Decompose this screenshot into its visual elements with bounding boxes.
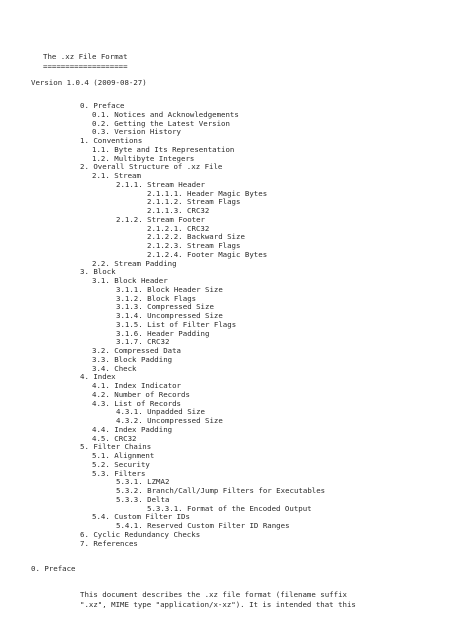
- toc-entry: 0.3. Version History: [92, 127, 181, 137]
- toc-entry: 5.3.1. LZMA2: [116, 477, 170, 487]
- toc-entry: 2. Overall Structure of .xz File: [80, 162, 223, 172]
- body-line: ".xz", MIME type "application/x-xz"). It is intended that this: [80, 600, 356, 609]
- toc-entry: 1.2. Multibyte Integers: [92, 153, 195, 163]
- toc-entry: 3.1.3. Compressed Size: [116, 302, 214, 312]
- toc-entry: 4.3.2. Uncompressed Size: [116, 416, 223, 425]
- toc-entry: 5.3. Filters: [92, 468, 146, 478]
- toc-entry: 3.1.5. List of Filter Flags: [116, 319, 237, 329]
- toc-entry: 4.4. Index Padding: [92, 424, 173, 434]
- toc-entry: 4.5. CRC32: [92, 433, 137, 443]
- toc-entry: 2.1.1.3. CRC32: [147, 206, 210, 215]
- toc-entry: 7. References: [80, 538, 138, 548]
- toc-entry: 3.1.1. Block Header Size: [116, 284, 223, 294]
- toc-entry: 0.1. Notices and Acknowledgements: [92, 109, 239, 119]
- toc-entry: 1.1. Byte and Its Representation: [92, 144, 235, 154]
- toc-entry: 5.4.1. Reserved Custom Filter ID Ranges: [116, 521, 290, 530]
- toc-entry: 2.1. Stream: [92, 171, 141, 180]
- toc-entry: 5. Filter Chains: [80, 442, 152, 452]
- document-version: Version 1.0.4 (2009-08-27): [31, 78, 147, 87]
- toc-entry: 3.1. Block Header: [92, 276, 168, 285]
- toc-entry: 2.1.2.1. CRC32: [147, 223, 210, 233]
- toc-entry: 3.2. Compressed Data: [92, 346, 181, 355]
- toc-entry: 4. Index: [80, 372, 116, 382]
- toc-entry: 3.1.2. Block Flags: [116, 293, 197, 303]
- title-underline: ===================: [43, 62, 128, 71]
- toc-entry: 6. Cyclic Redundancy Checks: [80, 529, 201, 539]
- toc-entry: 2.1.2.4. Footer Magic Bytes: [147, 249, 268, 259]
- toc-entry: 2.1.1.1. Header Magic Bytes: [147, 188, 268, 198]
- toc-entry: 0.2. Getting the Latest Version: [92, 118, 230, 128]
- toc-entry: 2.1.1.2. Stream Flags: [147, 197, 241, 207]
- toc-entry: 4.3. List of Records: [92, 398, 181, 408]
- toc-entry: 3.3. Block Padding: [92, 354, 173, 364]
- toc-entry: 2.1.1. Stream Header: [116, 179, 205, 189]
- toc-entry: 3.1.7. CRC32: [116, 337, 170, 347]
- toc-entry: 4.3.1. Unpadded Size: [116, 407, 205, 417]
- toc-entry: 1. Conventions: [80, 136, 143, 145]
- section-heading-preface: 0. Preface: [31, 564, 76, 573]
- toc-entry: 4.2. Number of Records: [92, 389, 190, 399]
- toc-entry: 3.1.4. Uncompressed Size: [116, 311, 223, 320]
- toc-entry: 2.1.2. Stream Footer: [116, 214, 205, 224]
- toc-entry: 2.2. Stream Padding: [92, 258, 177, 268]
- toc-entry: 5.4. Custom Filter IDs: [92, 512, 190, 522]
- toc-entry: 5.1. Alignment: [92, 451, 155, 460]
- toc-entry: 2.1.2.3. Stream Flags: [147, 241, 241, 250]
- body-line: This document describes the .xz file format (filename suffix: [80, 590, 347, 599]
- toc-entry: 2.1.2.2. Backward Size: [147, 232, 245, 242]
- toc-entry: 0. Preface: [80, 101, 125, 110]
- toc-entry: 3.1.6. Header Padding: [116, 328, 210, 338]
- document-title: The .xz File Format: [43, 52, 128, 61]
- toc-entry: 5.3.3. Delta: [116, 494, 170, 504]
- toc-entry: 4.1. Index Indicator: [92, 381, 181, 390]
- toc-entry: 3. Block: [80, 267, 116, 277]
- toc-entry: 5.2. Security: [92, 459, 150, 469]
- toc-entry: 3.4. Check: [92, 363, 137, 373]
- toc-entry: 5.3.3.1. Format of the Encoded Output: [147, 503, 312, 513]
- toc-entry: 5.3.2. Branch/Call/Jump Filters for Executables: [116, 486, 326, 495]
